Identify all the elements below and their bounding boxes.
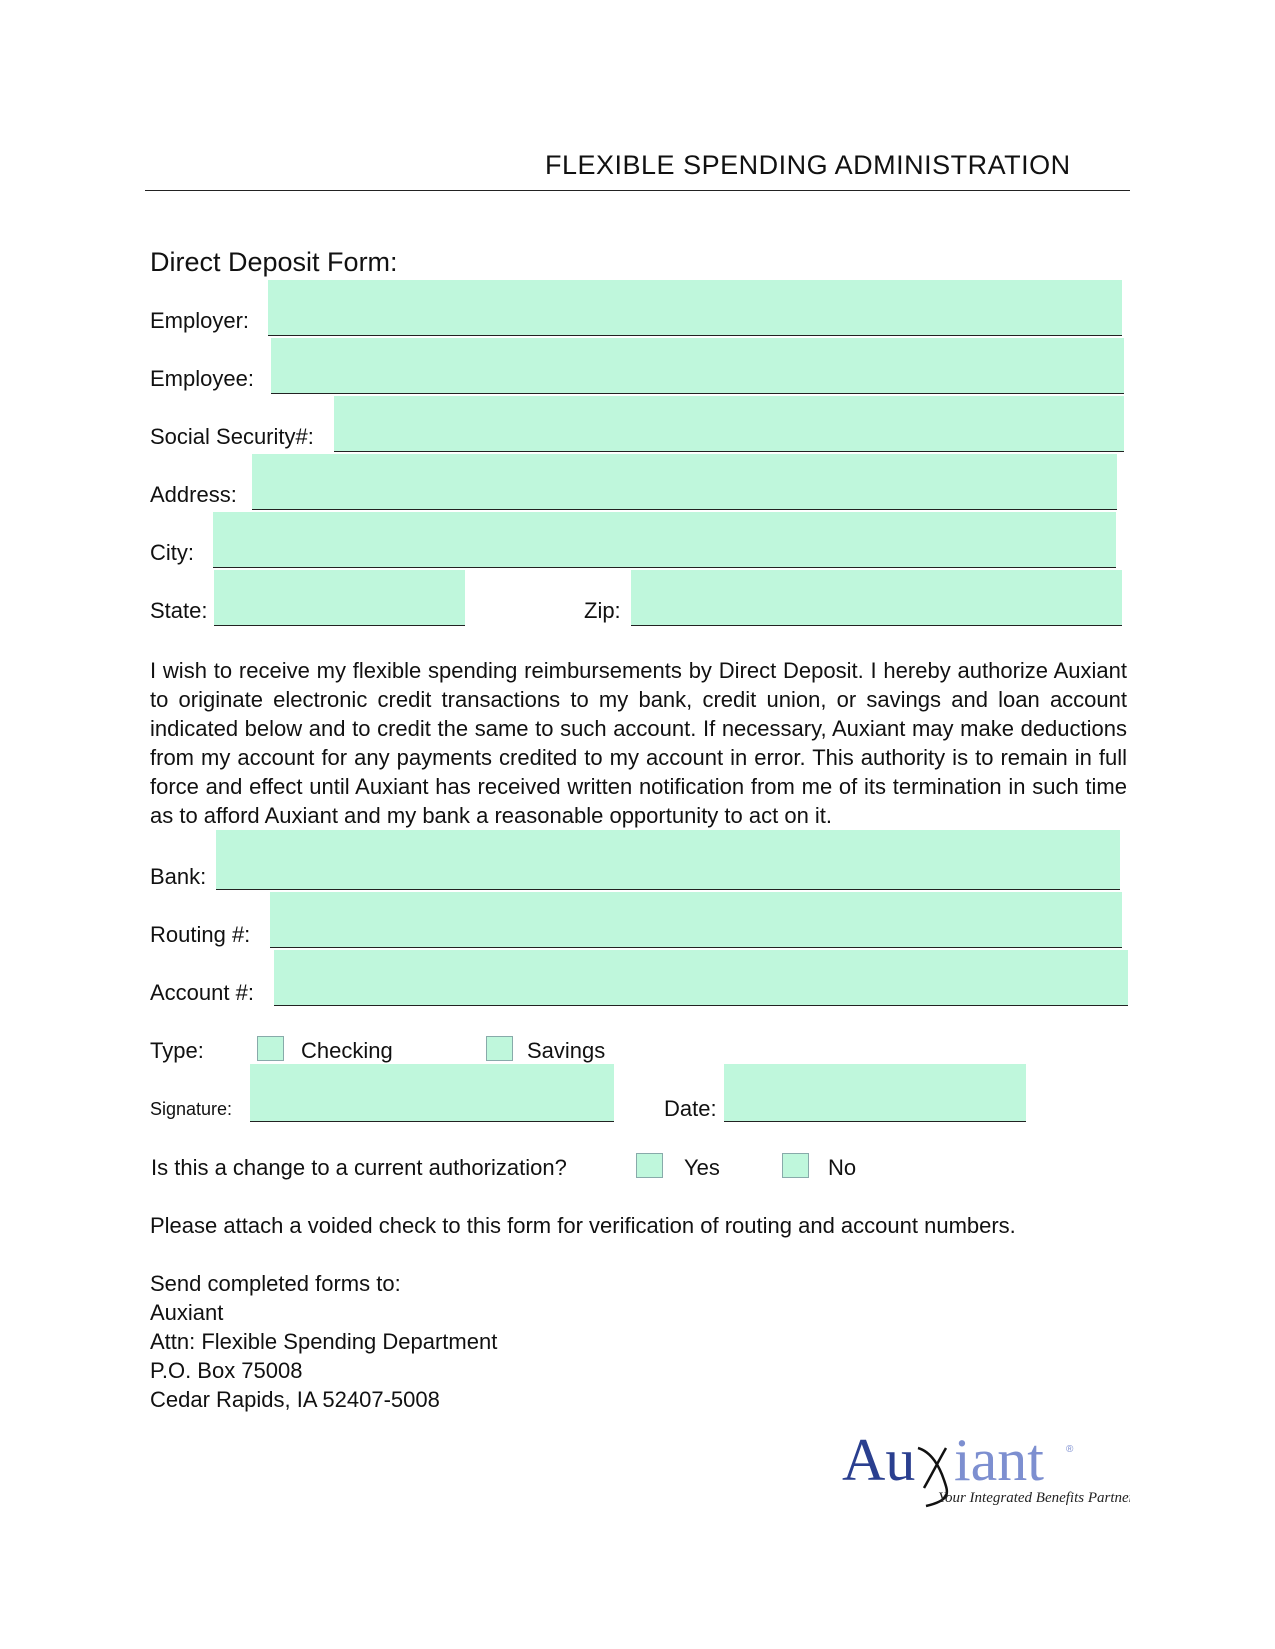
ssn-field[interactable] [334,396,1124,452]
header-divider [145,190,1130,191]
city-label: City: [150,540,194,565]
mailing-line: Auxiant [150,1300,224,1325]
account-field[interactable] [274,950,1128,1006]
ssn-label: Social Security#: [150,424,314,449]
svg-text:Your Integrated Benefits Partn: Your Integrated Benefits Partner [938,1490,1130,1506]
type-label: Type: [150,1038,204,1063]
date-label: Date: [664,1096,717,1121]
routing-label: Routing #: [150,922,251,947]
change-question: Is this a change to a current authorization? [151,1155,567,1180]
change-no-label: No [828,1155,857,1180]
mailing-line: Attn: Flexible Spending Department [150,1329,498,1354]
date-field[interactable] [724,1064,1026,1122]
employer-field[interactable] [268,280,1122,336]
city-field[interactable] [213,512,1116,568]
zip-field[interactable] [631,570,1122,626]
employee-field[interactable] [271,338,1124,394]
address-field[interactable] [252,454,1117,510]
savings-option-label: Savings [527,1038,606,1063]
logo-graphic [840,1428,1130,1508]
authorization-text: I wish to receive my flexible spending reimbursements by Direct Deposit. I hereby authorize Auxiant to originate electronic credit transactions to my bank, credit union, or savings and loan account indicated below and to credit the same to such account. If necessary, Auxiant may make deductions from my account for any payments credited to my account in error. This authority is to remain in full force and effect until Auxiant has received written notification from me of its termination in such time as to afford Auxiant and my bank a reasonable opportunity to act on it. [150,658,1127,828]
auxiant-logo [840,1428,1130,1508]
signature-label: Signature: [150,1099,233,1119]
mailing-line: P.O. Box 75008 [150,1358,303,1383]
employer-label: Employer: [150,308,250,333]
page-header-title: FLEXIBLE SPENDING ADMINISTRATION [545,150,1071,180]
address-label: Address: [150,482,237,507]
checking-option-label: Checking [301,1038,393,1063]
bank-field[interactable] [216,830,1120,890]
account-label: Account #: [150,980,254,1005]
signature-field[interactable] [250,1064,614,1122]
bank-label: Bank: [150,864,207,889]
form-title: Direct Deposit Form: [150,247,398,277]
change-yes-label: Yes [684,1155,720,1180]
checking-checkbox[interactable] [257,1036,284,1061]
employee-label: Employee: [150,366,254,391]
svg-text:iant: iant [954,1428,1044,1493]
svg-text:Au: Au [842,1428,916,1493]
zip-label: Zip: [584,598,621,623]
savings-checkbox[interactable] [486,1036,513,1061]
attach-note: Please attach a voided check to this form for verification of routing and account numbers. [150,1213,1016,1238]
change-no-checkbox[interactable] [782,1153,809,1178]
mailing-line: Cedar Rapids, IA 52407-5008 [150,1387,440,1412]
routing-field[interactable] [270,892,1122,948]
svg-text:®: ® [1066,1444,1074,1455]
state-label: State: [150,598,208,623]
mailing-intro: Send completed forms to: [150,1271,401,1296]
change-yes-checkbox[interactable] [636,1153,663,1178]
state-field[interactable] [214,570,465,626]
